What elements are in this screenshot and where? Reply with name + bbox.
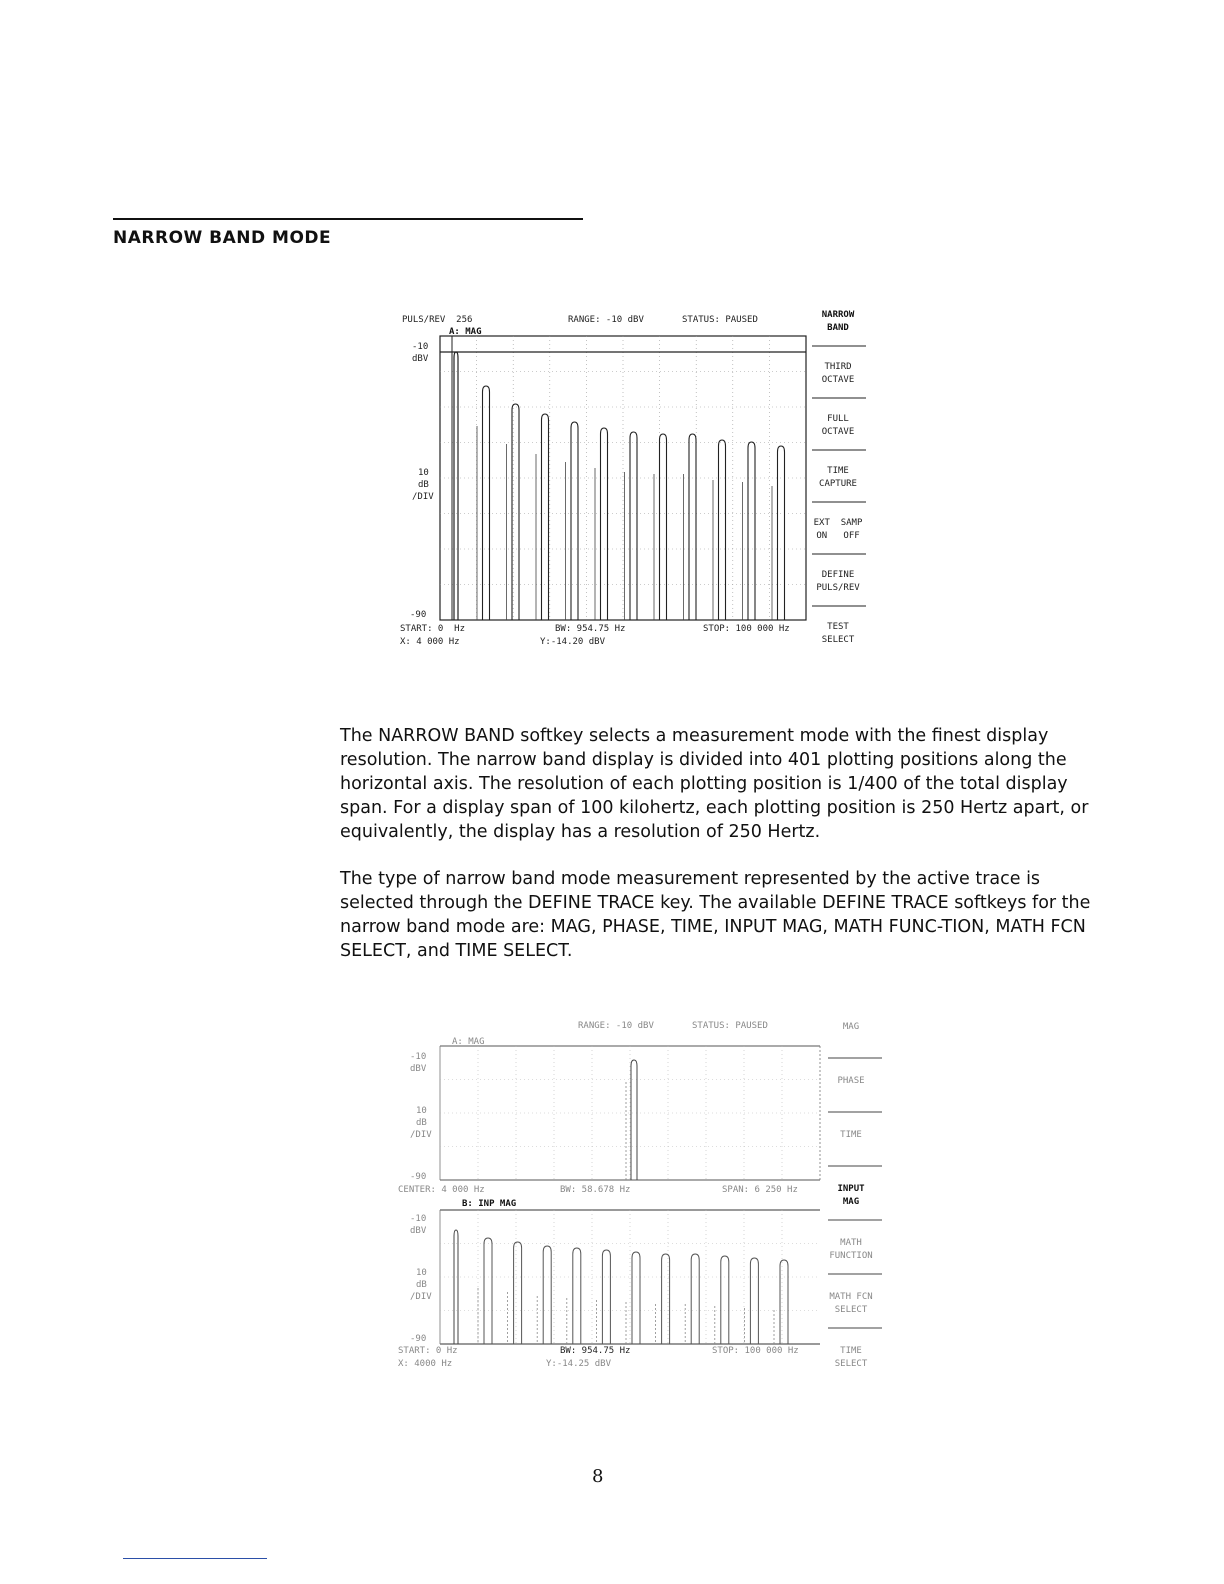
softkey-math-fcn-select[interactable]: MATH FCN SELECT [829, 1292, 873, 1315]
harmonic-peak [543, 1246, 551, 1344]
y-unit-label: dBV [412, 354, 429, 364]
b-y-top: -10 [410, 1214, 427, 1224]
a-y-scale-div: /DIV [410, 1130, 432, 1140]
fundamental-peak [454, 352, 458, 620]
plot-frame [440, 336, 806, 620]
harmonic-peak [571, 422, 578, 620]
spectrum-plot [440, 336, 808, 622]
trace-label: A: MAG [449, 327, 482, 337]
a-y-scale-unit: dB [416, 1118, 427, 1128]
softkey-third-octave[interactable]: THIRD OCTAVE [821, 362, 855, 385]
softkey-time-select[interactable]: TIME SELECT [834, 1346, 868, 1369]
softkey-mag[interactable]: MAG [842, 1022, 860, 1032]
softkey-dividers-2 [828, 1058, 884, 1334]
softkey-time-capture[interactable]: TIME CAPTURE [819, 466, 857, 489]
trace-b-label: B: INP MAG [462, 1199, 517, 1209]
fundamental-peak [454, 1230, 458, 1344]
harmonic-peak [662, 1254, 670, 1344]
softkey-full-octave[interactable]: FULL OCTAVE [821, 414, 855, 437]
puls-rev-readout: PULS/REV 256 [402, 315, 473, 325]
harmonic-peak [542, 414, 549, 620]
y-scale-label: 10 [418, 468, 429, 478]
harmonic-peak [780, 1260, 788, 1344]
softkey-dividers [812, 346, 868, 616]
softkey-input-mag[interactable]: INPUT MAG [837, 1184, 865, 1207]
harmonic-peak [514, 1242, 522, 1344]
page-number: 8 [592, 1466, 604, 1487]
section-title: NARROW BAND MODE [113, 228, 332, 248]
a-y-scale: 10 [416, 1106, 427, 1116]
bw-readout: BW: 954.75 Hz [555, 624, 626, 634]
y-marker-readout-2: Y:-14.25 dBV [546, 1359, 612, 1369]
harmonic-peak [660, 434, 667, 620]
start-readout-2: START: 0 Hz [398, 1346, 458, 1356]
status-readout: STATUS: PAUSED [682, 315, 758, 325]
zoom-peak [631, 1060, 637, 1180]
harmonic-peak [750, 1258, 758, 1344]
span-readout: SPAN: 6 250 Hz [722, 1185, 798, 1195]
y-marker-readout: Y:-14.20 dBV [540, 637, 606, 647]
x-marker-readout: X: 4 000 Hz [400, 637, 460, 647]
range-readout-2: RANGE: -10 dBV [578, 1021, 654, 1031]
softkey-math-function[interactable]: MATH FUNCTION [829, 1238, 873, 1261]
a-y-top: -10 [410, 1052, 427, 1062]
harmonic-peak [748, 442, 755, 620]
trace-b-spectrum-plot [440, 1210, 822, 1346]
a-y-unit: dBV [410, 1064, 427, 1074]
section-rule [113, 218, 583, 220]
y-top-label: -10 [412, 342, 429, 352]
status-readout-2: STATUS: PAUSED [692, 1021, 768, 1031]
harmonic-peak [483, 386, 490, 620]
softkey-define-puls-rev[interactable]: DEFINE PULS/REV [816, 570, 860, 593]
harmonic-peak [484, 1238, 492, 1344]
y-scale-unit: dB [418, 480, 429, 490]
harmonic-peak [602, 1250, 610, 1344]
b-y-scale-unit: dB [416, 1280, 427, 1290]
b-y-scale: 10 [416, 1268, 427, 1278]
trace-a-label: A: MAG [452, 1037, 485, 1047]
paragraph-define-trace: The type of narrow band mode measurement represented by the active trace is selected through the DEFINE TRACE key. The available DEFINE TRACE softkeys for the narrow band mode are: MAG, PHASE, TIME, INPUT MAG, MATH FUNC-TION, MATH FCN SELECT, and TIME SELECT. [340, 869, 1091, 961]
softkey-ext-samp[interactable]: EXT SAMP ON OFF [813, 518, 863, 541]
harmonic-peak [601, 428, 608, 620]
y-scale-div: /DIV [412, 492, 434, 502]
harmonic-peak [689, 434, 696, 620]
center-readout: CENTER: 4 000 Hz [398, 1185, 485, 1195]
harmonic-peak [632, 1252, 640, 1344]
y-bottom-label: -90 [410, 610, 427, 620]
a-y-bottom: -90 [410, 1172, 427, 1182]
b-y-scale-div: /DIV [410, 1292, 432, 1302]
softkey-test-select[interactable]: TEST SELECT [821, 622, 855, 645]
harmonic-peak [719, 440, 726, 620]
b-y-unit: dBV [410, 1226, 427, 1236]
paragraph-narrow-band: The NARROW BAND softkey selects a measurement mode with the finest display resolution. The narrow band display is divided into 401 plotting positions along the horizontal axis. The resolution of each plotting position is 1/400 of the total display span. For a display span of 100 kilohertz, each plotting position is 250 Hertz apart, or equivalently, the display has a resolution of 250 Hertz. [340, 726, 1089, 842]
softkey-time[interactable]: TIME [840, 1130, 862, 1140]
harmonic-peak [778, 446, 785, 620]
bw-readout-a: BW: 58.678 Hz [560, 1185, 631, 1195]
x-marker-readout-2: X: 4000 Hz [398, 1359, 453, 1369]
range-readout: RANGE: -10 dBV [568, 315, 644, 325]
harmonic-peak [691, 1254, 699, 1344]
stop-readout: STOP: 100 000 Hz [703, 624, 790, 634]
bw-readout-2: BW: 954.75 Hz [560, 1346, 631, 1356]
softkey-narrow-band[interactable]: NARROW BAND [821, 310, 855, 333]
trace-a-zoom-plot [440, 1046, 822, 1182]
harmonic-peak [630, 432, 637, 620]
start-readout: START: 0 Hz [400, 624, 466, 634]
harmonic-peak [721, 1256, 729, 1344]
harmonic-peak [573, 1248, 581, 1344]
softkey-phase[interactable]: PHASE [837, 1076, 865, 1086]
stop-readout-2: STOP: 100 000 Hz [712, 1346, 799, 1356]
b-y-bottom: -90 [410, 1334, 427, 1344]
footnote-rule [123, 1558, 267, 1559]
